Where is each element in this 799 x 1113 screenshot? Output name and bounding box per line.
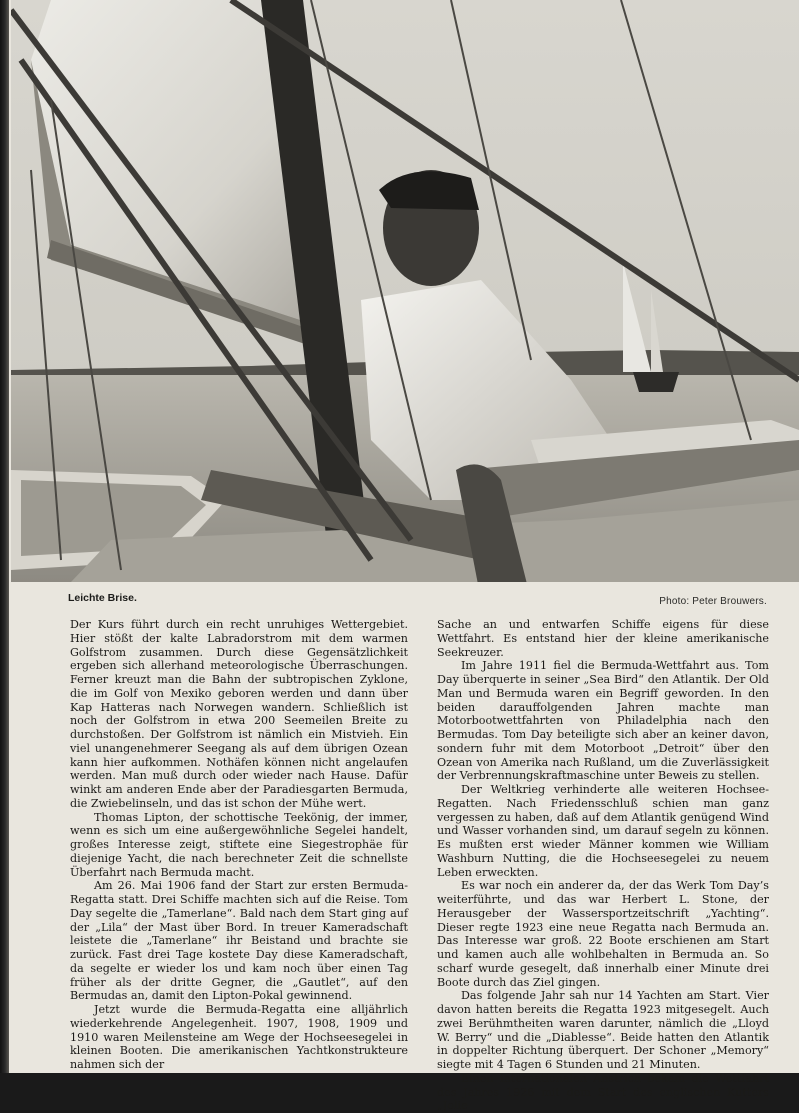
- paragraph: Thomas Lipton, der schottische Teekönig, der immer, wenn es sich um eine außergewöhnliche Segelei handelt, großes Interesse zeigt, stiftete eine Siegestrophäe für diejenige Yacht, die nach berechneter Zeit die schnellste Überfahrt nach Bermuda macht.: [70, 810, 408, 879]
- paragraph: Es war noch ein anderer da, der das Werk Tom Day’s weiterführte, und das war Herbert L. Stone, der Herausgeber der Wassersportzeitschrift „Yachting“. Dieser regte 1923 eine neue Regatta nach Bermuda an. Das Interesse war groß. 22 Boote erschienen am Start und kamen auch alle wohlbehalten in Bermuda an. So scharf wurde gesegelt, daß innerhalb einer Minute drei Boote durch das Ziel gingen.: [437, 879, 769, 989]
- paragraph: Im Jahre 1911 fiel die Bermuda-Wettfahrt aus. Tom Day überquerte in seiner „Sea Bird“ den Atlantik. Der Old Man und Bermuda waren ein Begriff geworden. In den beiden darauffolgenden Jahren machte man Motorbootwettfahrten von Philadelphia nach den Bermudas. Tom Day beteiligte sich aber an keiner davon, sondern fuhr mit dem Motorboot „Detroit“ über den Ozean von Amerika nach Rußland, um die Zuverlässigkeit der Verbrennungskraftmaschine unter Beweis zu stellen.: [437, 659, 769, 783]
- article-column-right: [437, 618, 769, 1113]
- page-binding-edge: [0, 0, 9, 1073]
- paragraph: Sache an und entwarfen Schiffe eigens für diese Wettfahrt. Es entstand hier der kleine amerikanische Seekreuzer.: [437, 618, 769, 659]
- photo-title: Leichte Brise.: [68, 592, 137, 604]
- paragraph: Am 26. Mai 1906 fand der Start zur ersten Bermuda-Regatta statt. Drei Schiffe machten sich auf die Reise. Tom Day segelte die „Tamerlane“. Bald nach dem Start ging auf der „Lila“ der Mast über Bord. In treuer Kameradschaft leistete die „Tamerlane“ ihr Beistand und brachte sie zurück. Fast drei Tage kostete Day diese Kameradschaft, da segelte er wieder los und kam noch über einen Tag früher als der dritte Gegner, die „Gautlet“, auf den Bermudas an, damit den Lipton-Pokal gewinnend.: [70, 879, 408, 1003]
- paragraph: Einen internationalen Anstrich bekam die Wettfahrt des Jahres 1926 mit dem Start des englischen Kutters „Jolie: [437, 1071, 769, 1113]
- photo-credit: Photo: Peter Brouwers.: [659, 596, 767, 607]
- article-column-left: [70, 618, 408, 1072]
- paragraph: Der Weltkrieg verhinderte alle weiteren Hochsee-Regatten. Nach Friedensschluß schien man ganz vergessen zu haben, daß auf dem Atlantik genügend Wind und Wasser vorhanden sind, um darauf segeln zu können. Es mußten erst wieder Männer kommen wie William Washburn Nutting, die die Hochseesegelei zu neuem Leben erweckten.: [437, 783, 769, 879]
- paragraph: Der Kurs führt durch ein recht unruhiges Wettergebiet. Hier stößt der kalte Labradorstrom mit dem warmen Golfstrom zusammen. Durch diese Gegensätzlichkeit ergeben sich allerhand meteorologische Überraschungen. Ferner kreuzt man die Bahn der subtropischen Zyklone, die im Golf von Mexiko geboren werden und dann über Kap Hatteras nach Norwegen wandern. Schließlich ist noch der Golfstrom in etwa 200 Seemeilen Breite zu durchstoßen. Der Golfstrom ist nämlich ein Mistvieh. Ein viel unangenehmerer Seegang als auf dem übrigen Ozean kann hier aufkommen. Nothäfen können nicht angelaufen werden. Man muß durch oder wieder nach Hause. Dafür winkt am anderen Ende aber der Paradiesgarten Bermuda, die Zwiebelinseln, und das ist schon der Mühe wert.: [70, 618, 408, 810]
- sailboat-photo: [11, 0, 799, 582]
- paragraph: Das folgende Jahr sah nur 14 Yachten am Start. Vier davon hatten bereits die Regatta 1923 mitgesegelt. Auch zwei Berühmtheiten waren darunter, nämlich die „Lloyd W. Berry“ und die „Diablesse“. Beide hatten den Atlantik in doppelter Richtung überquert. Der Schoner „Memory“ siegte mit 4 Tagen 6 Stunden und 21 Minuten.: [437, 989, 769, 1071]
- paragraph: Jetzt wurde die Bermuda-Regatta eine alljährlich wiederkehrende Angelegenheit. 1907, 1908, 1909 und 1910 waren Meilensteine am Wege der Hochseesegelei in kleinen Booten. Die amerikanischen Yachtkonstrukteure nahmen sich der: [70, 1003, 408, 1071]
